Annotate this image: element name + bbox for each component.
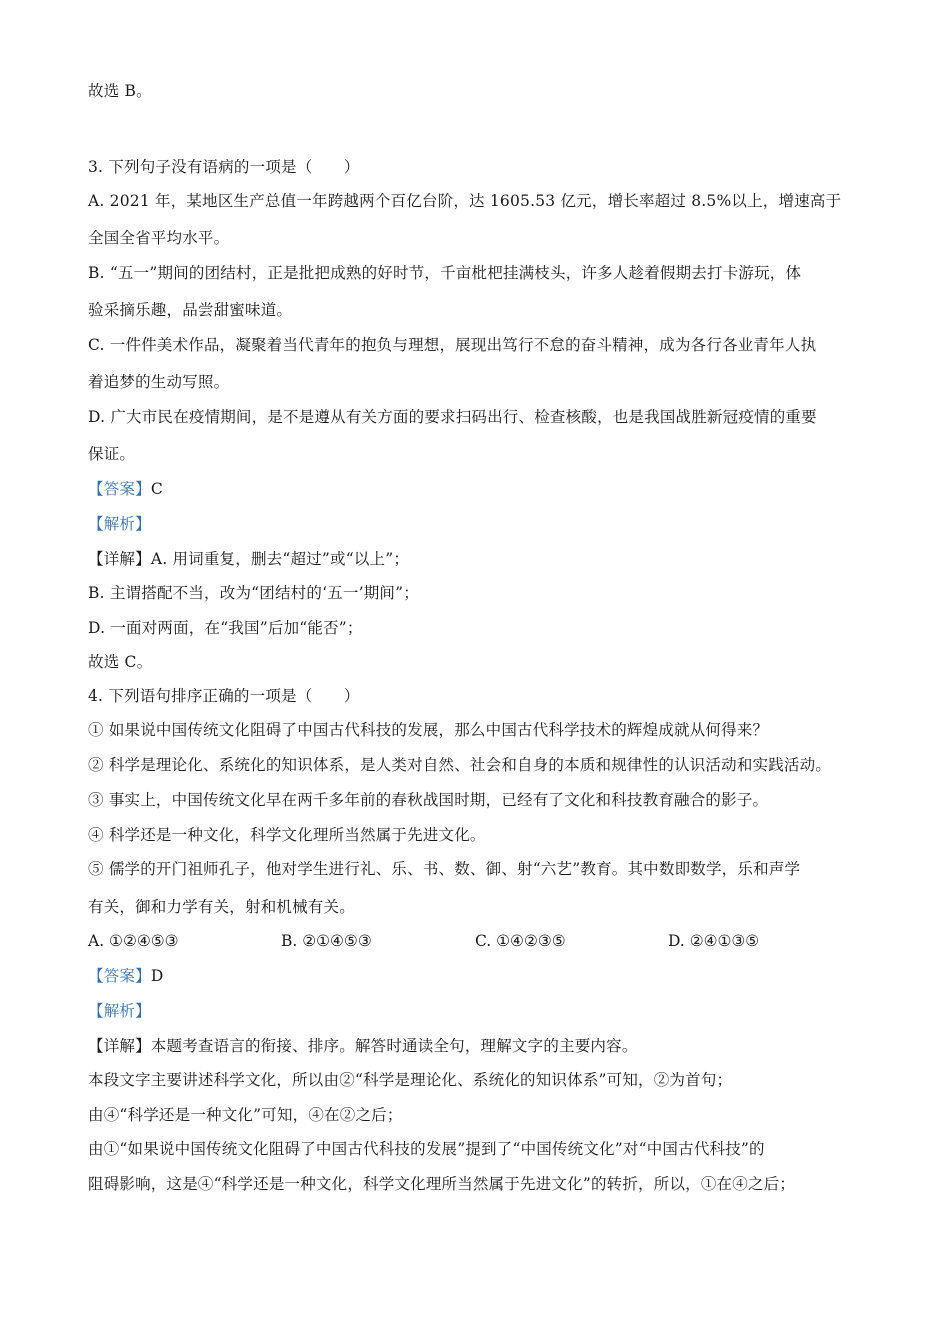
q4-detail-3: 由④“科学还是一种文化”可知，④在②之后； <box>88 1106 403 1124</box>
q4-analysis-tag: 【解析】 <box>88 1002 151 1020</box>
q3-option-d: D. 广大市民在疫情期间，是不是遵从有关方面的要求扫码出行、检查核酸，也是我国战胜新冠疫情的重要 <box>88 408 817 426</box>
q4-detail-4: 由①“如果说中国传统文化阻碍了中国古代科技的发展”提到了“中国传统文化”对“中国古代科技”的 <box>88 1140 765 1158</box>
q4-option-d: D. ②④①③⑤ <box>668 932 760 950</box>
q4-sentence-1: ① 如果说中国传统文化阻碍了中国古代科技的发展，那么中国古代科学技术的辉煌成就从何得来？ <box>88 721 769 739</box>
detail-tag: 【详解】 <box>88 1037 151 1055</box>
detail-text: A. 用词重复，删去“超过”或“以上”； <box>150 550 410 568</box>
q4-sentence-3: ③ 事实上，中国传统文化早在两千多年前的春秋战国时期，已经有了文化和科技教育融合的影子。 <box>88 791 769 809</box>
q4-option-a: A. ①②④⑤③ <box>88 932 179 950</box>
q4-detail-1 <box>88 1036 638 1056</box>
q3-option-c-cont: 着追梦的生动写照。 <box>88 373 230 391</box>
q3-answer <box>88 479 163 499</box>
q4-sentence-5: ⑤ 儒学的开门祖师孔子，他对学生进行礼、乐、书、数、御、射“六艺”教育。其中数即数学，乐和声学 <box>88 860 801 878</box>
q3-analysis-tag: 【解析】 <box>88 515 151 533</box>
q4-detail-2: 本段文字主要讲述科学文化，所以由②“科学是理论化、系统化的知识体系”可知，②为首句； <box>88 1071 733 1089</box>
detail-text: 本题考查语言的衔接、排序。解答时通读全句，理解文字的主要内容。 <box>150 1037 638 1055</box>
q3-detail-3: D. 一面对两面，在“我国”后加“能否”； <box>88 619 363 637</box>
answer-tag: 【答案】 <box>88 967 151 985</box>
q4-option-c: C. ①④②③⑤ <box>475 932 566 950</box>
q4-detail-5: 阻碍影响，这是④“科学还是一种文化，科学文化理所当然属于先进文化”的转折，所以，①在④之后； <box>88 1175 796 1193</box>
detail-tag: 【详解】 <box>88 550 151 568</box>
answer-tag: 【答案】 <box>88 480 151 498</box>
prev-conclusion: 故选 B。 <box>88 82 152 100</box>
q3-option-a: A. 2021 年，某地区生产总值一年跨越两个百亿台阶，达 1605.53 亿元，增长率超过 8.5%以上，增速高于 <box>88 192 842 210</box>
q4-sentence-5-cont: 有关，御和力学有关，射和机械有关。 <box>88 898 355 916</box>
q4-stem: 4. 下列语句排序正确的一项是（ ） <box>88 687 360 705</box>
answer-value: D <box>150 967 164 985</box>
q3-option-c: C. 一件件美术作品，凝聚着当代青年的抱负与理想，展现出笃行不怠的奋斗精神，成为各行各业青年人执 <box>88 336 817 354</box>
q3-option-d-cont: 保证。 <box>88 445 136 463</box>
q3-stem: 3. 下列句子没有语病的一项是（ ） <box>88 158 360 176</box>
q3-option-b-cont: 验采摘乐趣，品尝甜蜜味道。 <box>88 301 293 319</box>
q4-sentence-4: ④ 科学还是一种文化，科学文化理所当然属于先进文化。 <box>88 826 486 844</box>
q3-detail-1 <box>88 549 409 569</box>
q3-option-a-cont: 全国全省平均水平。 <box>88 229 230 247</box>
q3-detail-2: B. 主谓搭配不当，改为“团结村的‘五一’期间”； <box>88 584 419 602</box>
q4-sentence-2: ② 科学是理论化、系统化的知识体系，是人类对自然、社会和自身的本质和规律性的认识活动和实践活动。 <box>88 756 832 774</box>
q4-option-b: B. ②①④⑤③ <box>281 932 372 950</box>
q4-answer <box>88 966 163 986</box>
answer-value: C <box>150 480 163 498</box>
q3-option-b: B. “五一”期间的团结村，正是批把成熟的好时节，千亩枇杷挂满枝头，许多人趁着假期去打卡游玩，体 <box>88 264 802 282</box>
q3-conclusion: 故选 C。 <box>88 653 153 671</box>
